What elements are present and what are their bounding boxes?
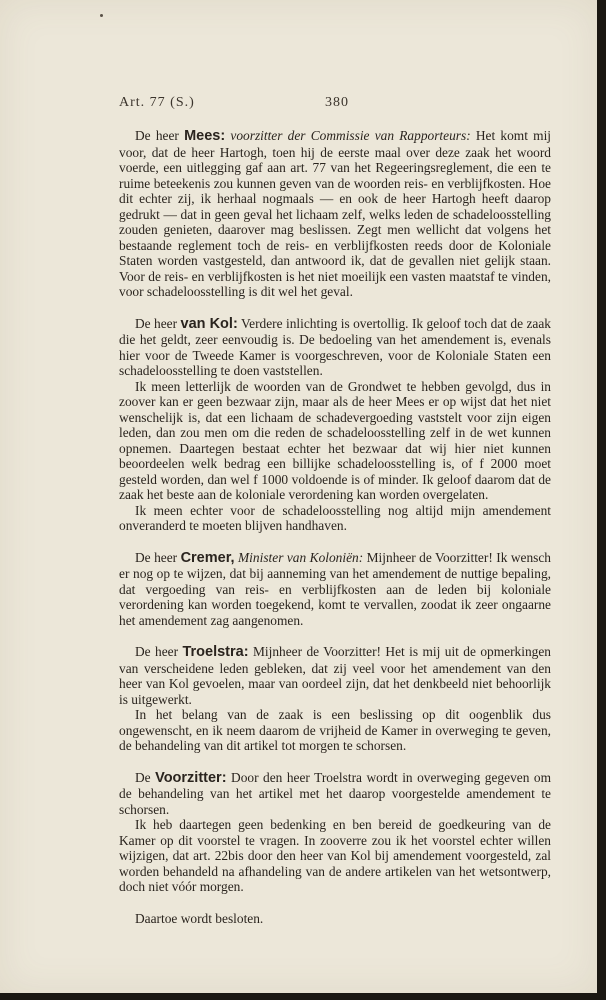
paragraph: In het belang van de zaak is een beslissing op dit oogenblik dus ongewenscht, en ik neem daarom de vrijheid de Kamer in overweging te geven, de behandeling van dit artikel tot morgen te schorsen. — [119, 707, 551, 753]
paragraph-van-kol: De heer van Kol: Verdere inlichting is overtollig. Ik geloof toch dat de zaak die het geldt, zeer eenvoudig is. De bedoeling van het amendement is, evenals hier voor de Tweede Kamer is voorgeschreven, voor de Koloniale Staten een schadeloosstelling te doen vaststellen. — [119, 315, 551, 378]
speaker-name: Voorzitter: — [155, 769, 227, 786]
running-header — [119, 95, 549, 115]
paragraph-voorzitter: De Voorzitter: Door den heer Troelstra wordt in overweging gegeven om de behandeling van het artikel met het daarop voorgestelde amendement te schorsen. — [119, 769, 551, 817]
speaker-role: Minister van Koloniën: — [234, 549, 364, 565]
article-reference: Art. 77 (S.) — [119, 95, 195, 110]
paragraph-decision: Daartoe wordt besloten. — [135, 910, 264, 926]
paragraph-cremer: De heer Cremer, Minister van Koloniën: Mijnheer de Voorzitter! Ik wensch er nog op te wijzen, dat bij aanneming van het amendement de nuttige bepaling, dat vergoeding van reis- en verblijfkosten aan de leden bij koloniale verordening kan worden toegekend, komt te vervallen, zoodat ik zeer ongaarne het amendement zag aangenomen. — [119, 549, 552, 628]
speaker-name: Troelstra: — [182, 644, 249, 660]
speaker-role: voorzitter der Commissie van Rapporteurs: — [225, 128, 471, 143]
paragraph: Ik meen letterlijk de woorden van de Grondwet te hebben gevolgd, dus in zoover kan er geen bezwaar zijn, maar als de heer Mees er op wijst dat het niet wenschelijk is, dat een lichaam de schadevergoeding vaststelt voor zijn eigen leden, dan zou men om die reden de schadeloosstelling zelf in de wet kunnen opnemen. Daartegen bestaat echter het bezwaar dat wij hier niet kunnen beoordeelen welk bedrag een billijke schadeloosstelling is, of f 2000 moet gesteld worden, dan wel f 1000 voldoende is of minder. Ik geloof daarom dat de zaak het beste aan de koloniale verordening kan worden overgelaten. — [119, 378, 551, 502]
paragraph-mees: De heer Mees: voorzitter der Commissie van Rapporteurs: Het komt mij voor, dat de heer Hartogh, toen hij de eerste maal over deze zaak het woord voerde, een uitlegging gaf aan art. 77 van het Regeeringsreglement, die een te ruime beteekenis zou kunnen geven van de woorden reis- en verblijfkosten. Hoe dit echter zij, ik herhaal nogmaals — en ook de heer Hartogh heeft daarop gedrukt — dat in geen geval het lichaam zelf, welks leden de schadeloosstelling zouden genieten, daarover mag beslissen. Zegt men wellicht dat volgens het bestaande reglement toch de reis- en verblijfkosten reeds door de Koloniale Staten worden vastgesteld, dan antwoord ik, dat de gevallen niet gelijk staan. Voor de reis- en verblijfkosten is het niet moeilijk een vasten maatstaf te vinden, voor schadeloosstelling is dit wel het geval. — [119, 128, 552, 299]
paragraph-troelstra: De heer Troelstra: Mijnheer de Voorzitter! Het is mij uit de opmerkingen van verscheidene leden gebleken, dat zij veel voor het amendement van den heer van Kol gevoelen, maar van oordeel zijn, dat het denkbeeld niet behoorlijk is uitgewerkt. — [119, 644, 551, 707]
page-number: 380 — [325, 95, 349, 110]
speaker-name: van Kol: — [180, 315, 238, 332]
speaker-name: Mees: — [184, 128, 226, 144]
body-text — [119, 128, 551, 926]
paragraph: Ik meen echter voor de schadeloosstelling nog altijd mijn amendement onveranderd te moeten blijven handhaven. — [119, 502, 551, 533]
speck — [100, 14, 103, 17]
speaker-name: Cremer, — [180, 549, 235, 566]
paragraph: Ik heb daartegen geen bedenking en ben bereid de goedkeuring van de Kamer op dit voorstel te vragen. In zooverre zou ik het voorstel echter willen wijzigen, dat art. 22bis door den heer van Kol bij amendement voorgesteld, zal worden behandeld na afhandeling van de andere artikelen van het wetsontwerp, doch niet vóór morgen. — [119, 817, 551, 894]
